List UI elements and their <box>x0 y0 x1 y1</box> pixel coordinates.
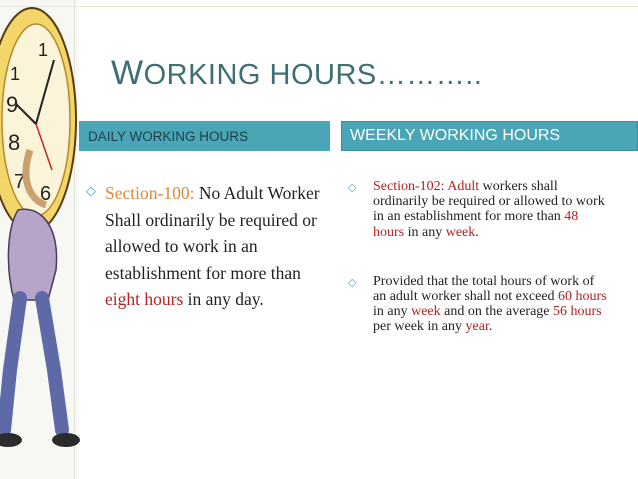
svg-text:1: 1 <box>38 40 49 60</box>
section-100-label: Section-100: <box>105 183 195 203</box>
daily-bullet-text: Section-100: No Adult Worker Shall ordinarily be required or allowed to work in an establishment for more than eight hours in any day. <box>105 183 320 309</box>
weekly-bullet-1-text: Section-102: Adult workers shall ordinarily be required or allowed to work in an establishment for more than 48 hours in any week. <box>373 179 605 240</box>
list-item <box>348 274 608 335</box>
hollow-diamond-bullet-icon: ◇ <box>348 275 357 289</box>
svg-text:6: 6 <box>40 183 52 205</box>
weekly-column <box>348 179 608 335</box>
eight-hours-highlight: eight hours <box>105 289 184 309</box>
daily-column <box>86 180 326 313</box>
man-carrying-clock-icon <box>0 0 80 479</box>
list-item <box>86 180 326 313</box>
svg-text:9: 9 <box>6 92 19 117</box>
section-102-label: Section-102: <box>373 179 445 194</box>
svg-text:1: 1 <box>10 64 21 84</box>
weekly-bullet-2-text: Provided that the total hours of work of an adult worker shall not exceed 60 hours in any week and on the average 56 hours per week in any year. <box>373 273 607 335</box>
list-item <box>348 179 608 240</box>
title-first-letter: W <box>111 54 144 92</box>
slide-title <box>111 54 482 93</box>
svg-text:8: 8 <box>8 130 21 155</box>
title-rest: ORKING HOURS……….. <box>143 59 483 91</box>
decor-top-line <box>0 6 638 7</box>
svg-text:7: 7 <box>14 171 26 193</box>
daily-working-hours-header: DAILY WORKING HOURS <box>79 121 330 151</box>
weekly-working-hours-header: WEEKLY WORKING HOURS <box>341 121 638 151</box>
hollow-diamond-bullet-icon: ◇ <box>86 184 96 199</box>
hollow-diamond-bullet-icon: ◇ <box>348 181 357 194</box>
